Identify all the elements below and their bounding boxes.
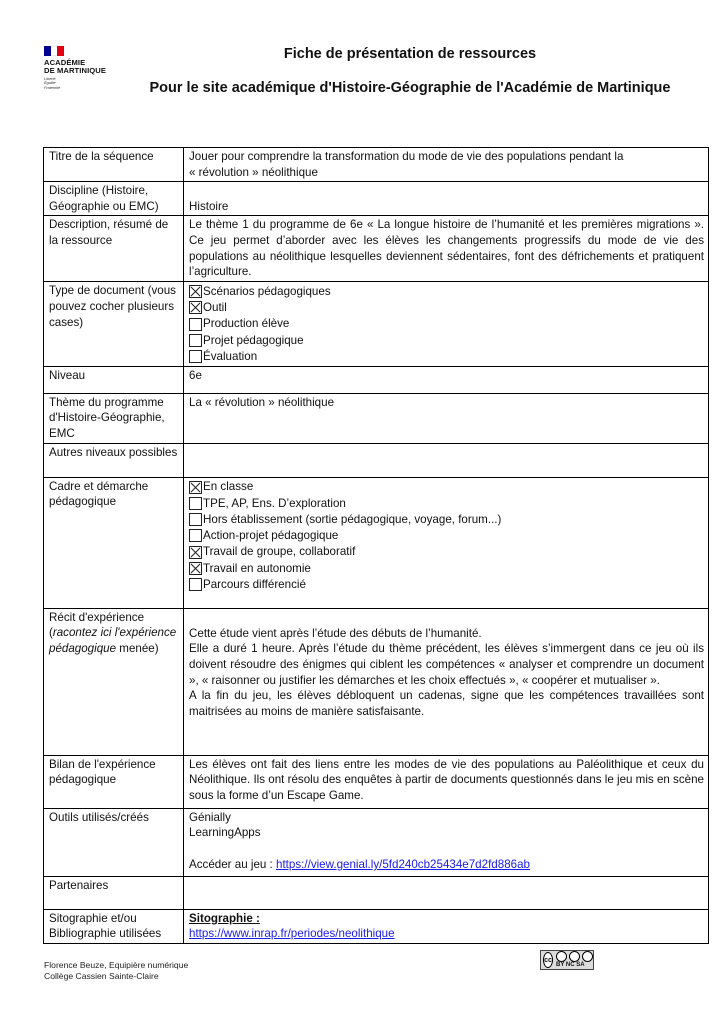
option-action-projet[interactable]: Action-projet pédagogique [189,528,704,544]
label-type: Type de document (vous pouvez cocher plusieurs cases) [44,282,184,366]
checkbox-tpe[interactable] [189,497,202,510]
option-hors-etablissement[interactable]: Hors établissement (sortie pédagogique, voyage, forum...) [189,511,704,527]
logo-line2: DE MARTINIQUE [44,66,107,75]
checkbox-travail-autonomie[interactable] [189,562,202,575]
french-flag-icon [44,46,64,56]
value-type [184,282,709,366]
value-description: Le thème 1 du programme de 6e « La longue histoire de l’humanité et les premières migrations ». Ce jeu permet d’aborder avec les élèves les changements progressifs du mode de vie des populations au néolithique lesquelles deviennent sédentaires, font des défrichements et pratiquent l’agriculture. [184,216,709,282]
logo-motto: Liberté Égalité Fraternité [44,77,61,90]
value-discipline: Histoire [184,182,709,216]
row-type [44,282,709,366]
value-autres-niveaux [184,443,709,477]
label-autres-niveaux: Autres niveaux possibles [44,443,184,477]
value-cadre [184,477,709,608]
nc-icon [569,951,580,962]
row-niveau [44,366,709,393]
by-icon [556,951,567,962]
label-outils: Outils utilisés/créés [44,808,184,876]
label-cadre: Cadre et démarche pédagogique [44,477,184,608]
row-discipline [44,182,709,216]
document-title: Fiche de présentation de ressources [283,46,537,62]
option-scenarios[interactable]: Scénarios pédagogiques [189,283,704,299]
label-sitographie: Sitographie et/ou Bibliographie utilisées [44,909,184,943]
label-bilan: Bilan de l'expérience pédagogique [44,755,184,808]
option-outil[interactable]: Outil [189,300,704,316]
option-travail-groupe[interactable]: Travail de groupe, collaboratif [189,544,704,560]
row-outils [44,808,709,876]
creative-commons-badge [540,950,594,970]
access-label: Accéder au jeu : [189,858,277,872]
value-outils [184,808,709,876]
checkbox-travail-groupe[interactable] [189,546,202,559]
checkbox-action-projet[interactable] [189,529,202,542]
checkbox-parcours-differencie[interactable] [189,578,202,591]
value-partenaires [184,876,709,909]
label-discipline: Discipline (Histoire, Géographie ou EMC) [44,182,184,216]
cc-icon: cc [543,952,553,968]
label-partenaires: Partenaires [44,876,184,909]
option-evaluation[interactable]: Évaluation [189,349,704,365]
checkbox-hors-etablissement[interactable] [189,513,202,526]
row-cadre [44,477,709,608]
value-theme: La « révolution » néolithique [184,393,709,443]
label-niveau: Niveau [44,366,184,393]
row-partenaires [44,876,709,909]
academie-logo [44,46,124,102]
logo-line1: ACADÉMIE [44,58,86,67]
tool-learningapps: LearningApps [189,826,261,840]
value-titre: Jouer pour comprendre la transformation du mode de vie des populations pendant la « révolution » néolithique [184,148,709,182]
inrap-link[interactable]: https://www.inrap.fr/periodes/neolithique [189,927,395,941]
row-recit [44,608,709,755]
row-autres-niveaux [44,443,709,477]
document-subtitle: Pour le site académique d'Histoire-Géographie de l'Académie de Martinique [149,80,671,96]
label-description: Description, résumé de la ressource [44,216,184,282]
recit-paragraph-1: Cette étude vient après l’étude des débuts de l’humanité. [189,626,482,640]
row-description [44,216,709,282]
checkbox-scenarios[interactable] [189,285,202,298]
label-titre: Titre de la séquence [44,148,184,182]
checkbox-projet[interactable] [189,334,202,347]
license-text: BY NC SA [556,962,585,968]
option-projet[interactable]: Projet pédagogique [189,332,704,348]
row-theme [44,393,709,443]
option-production-eleve[interactable]: Production élève [189,316,704,332]
row-sitographie [44,909,709,943]
label-recit: Récit d'expérience (racontez ici l'expérience pédagogique menée) [44,608,184,755]
recit-paragraph-3: A la fin du jeu, les élèves débloquent un cadenas, signe que les compétences travaillées sont maitrisées au moins de manière satisfaisante. [189,689,704,718]
label-theme: Thème du programme d'Histoire-Géographie, EMC [44,393,184,443]
genially-game-link[interactable]: https://view.genial.ly/5fd240cb25434e7d2fd886ab [276,858,530,872]
row-bilan [44,755,709,808]
row-titre [44,148,709,182]
sa-icon [582,951,593,962]
checkbox-outil[interactable] [189,301,202,314]
footer-author: Florence Beuze, Equipière numérique Collège Cassien Sainte-Claire [44,960,189,981]
checkbox-en-classe[interactable] [189,481,202,494]
value-bilan: Les élèves ont fait des liens entre les modes de vie des populations au Paléolithique et ceux du Néolithique. Ils ont résolu des enquêtes à partir de documents questionnés dans le jeu mis en scène sous la forme d’un Escape Game. [184,755,709,808]
recit-paragraph-2: Elle a duré 1 heure. Après l’étude du thème précédent, les élèves s’immergent dans ce jeu où ils doivent résoudre des énigmes qui ciblent les compétences « analyser et comprendre un document », « raisonner ou justifier les démarches et les choix effectués », « coopérer et mutualiser ». [189,642,704,687]
checkbox-evaluation[interactable] [189,350,202,363]
option-travail-autonomie[interactable]: Travail en autonomie [189,560,704,576]
tool-genially: Génially [189,810,231,824]
resource-sheet-table [43,147,709,944]
option-parcours-differencie[interactable]: Parcours différencié [189,577,704,593]
value-niveau: 6e [184,366,709,393]
value-recit [184,608,709,755]
sitographie-heading: Sitographie : [189,911,260,925]
option-tpe[interactable]: TPE, AP, Ens. D’exploration [189,495,704,511]
value-sitographie [184,909,709,943]
option-en-classe[interactable]: En classe [189,479,704,495]
checkbox-production-eleve[interactable] [189,318,202,331]
